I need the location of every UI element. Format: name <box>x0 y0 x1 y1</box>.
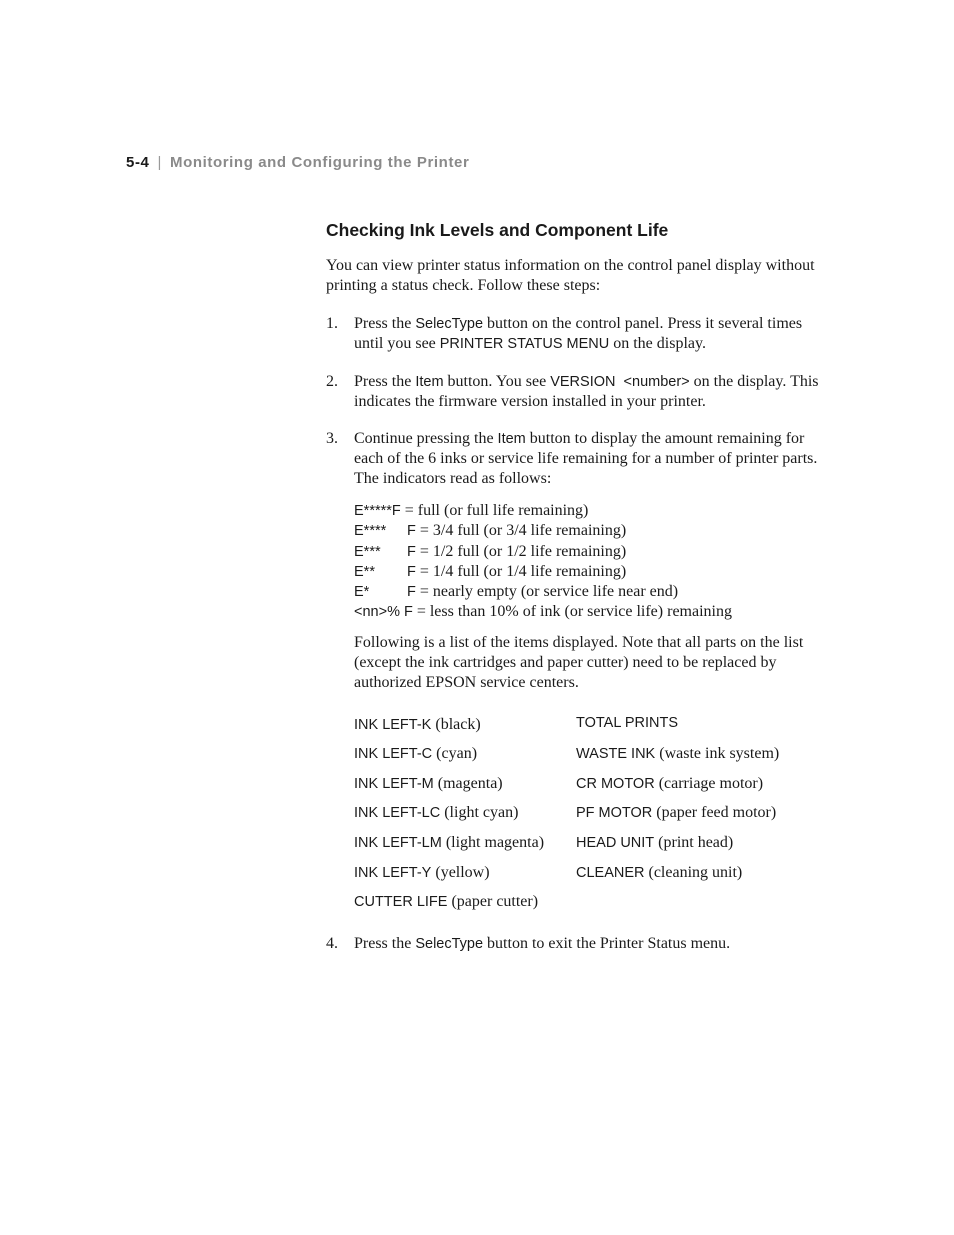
item-entry <box>576 833 733 853</box>
item-code: INK LEFT-LM <box>354 835 442 851</box>
item-code: INK LEFT-C <box>354 746 433 762</box>
intro-line: printing a status check. Follow these steps: <box>326 277 601 294</box>
indicator-f: F <box>407 584 416 600</box>
indicator-row <box>354 602 732 622</box>
step-text <box>354 314 829 354</box>
step-text-part: button on the control panel. Press it several times until you see <box>354 315 803 352</box>
item-desc: (cleaning unit) <box>644 864 743 881</box>
item-entry <box>354 803 518 823</box>
item-entry <box>576 744 779 764</box>
ui-term: VERSION <number> <box>550 374 690 390</box>
item-entry <box>354 892 538 912</box>
step-text-part: button. You see <box>443 373 551 390</box>
indicator-f: F <box>407 564 416 580</box>
ui-term: SelecType <box>415 936 484 952</box>
item-desc: (black) <box>431 716 481 733</box>
item-desc: (yellow) <box>431 864 490 881</box>
indicator-row <box>354 542 626 562</box>
step-number: 1. <box>326 315 338 332</box>
step-text-part: Press the <box>354 373 416 390</box>
item-code: CUTTER LIFE <box>354 894 448 910</box>
step-text-part: Press the <box>354 935 416 952</box>
indicator-desc: = 1/2 full (or 1/2 life remaining) <box>415 543 627 560</box>
ui-term: PRINTER STATUS MENU <box>439 336 610 352</box>
indicator-row <box>354 562 626 582</box>
indicator-desc: = 3/4 full (or 3/4 life remaining) <box>415 522 627 539</box>
item-entry <box>576 863 742 883</box>
item-code: INK LEFT-M <box>354 776 434 792</box>
item-code: TOTAL PRINTS <box>576 715 679 731</box>
header-separator: | <box>157 154 162 171</box>
item-desc: (waste ink system) <box>655 745 780 762</box>
indicator-row <box>354 521 626 541</box>
item-code: HEAD UNIT <box>576 835 655 851</box>
intro-line: You can view printer status information on the control panel display without <box>326 257 815 274</box>
indicator-code: E*** <box>354 544 381 560</box>
item-desc: (paper feed motor) <box>652 804 777 821</box>
item-desc: (paper cutter) <box>447 893 539 910</box>
item-entry <box>576 713 678 733</box>
item-code: PF MOTOR <box>576 805 653 821</box>
indicator-desc: = 1/4 full (or 1/4 life remaining) <box>415 563 627 580</box>
item-entry <box>354 744 477 764</box>
ui-term: Item <box>497 431 526 447</box>
indicator-code: E* <box>354 584 370 600</box>
item-code: INK LEFT-K <box>354 717 432 733</box>
indicator-row <box>354 501 588 521</box>
step-text-part: on the display. This indicates the firmware version installed in your printer. <box>354 373 819 410</box>
item-desc: (print head) <box>654 834 734 851</box>
step-text-part: Continue pressing the <box>354 430 498 447</box>
indicator-desc: = less than 10% of ink (or service life) remaining <box>412 603 732 620</box>
item-desc: (light cyan) <box>440 804 519 821</box>
item-entry <box>576 803 776 823</box>
indicator-f: F <box>391 503 401 519</box>
indicator-desc: = full (or full life remaining) <box>400 502 589 519</box>
step-text-part: button to exit the Printer Status menu. <box>483 935 731 952</box>
step-text <box>354 429 832 489</box>
item-desc: (magenta) <box>433 775 503 792</box>
ui-term: Item <box>415 374 444 390</box>
indicator-row <box>354 582 678 602</box>
indicator-f: F <box>403 604 413 620</box>
items-intro-paragraph <box>354 633 803 693</box>
step-text-part: on the display. <box>609 335 706 352</box>
paragraph-line: authorized EPSON service centers. <box>354 674 579 691</box>
indicator-code: <nn>% <box>354 604 400 620</box>
item-desc: (light magenta) <box>441 834 545 851</box>
item-entry <box>354 863 490 883</box>
ui-term: SelecType <box>415 316 484 332</box>
step-number: 4. <box>326 935 338 952</box>
item-entry <box>354 833 544 853</box>
indicator-code: E***** <box>354 503 392 519</box>
step-number: 2. <box>326 373 338 390</box>
step-text <box>354 934 834 954</box>
indicator-desc: = nearly empty (or service life near end) <box>415 583 679 600</box>
step-text-part: Press the <box>354 315 416 332</box>
item-entry <box>576 774 763 794</box>
indicator-f: F <box>407 523 416 539</box>
item-code: CR MOTOR <box>576 776 655 792</box>
step-text-part: button to display the amount remaining for each of the 6 inks or service life remaining for a number of printer parts. The indicators read as follows: <box>354 430 818 487</box>
item-code: INK LEFT-Y <box>354 865 432 881</box>
intro-paragraph <box>326 256 815 296</box>
indicator-code: E**** <box>354 523 387 539</box>
page-number: 5-4 <box>126 154 150 171</box>
paragraph-line: Following is a list of the items displayed. Note that all parts on the list <box>354 634 804 651</box>
paragraph-line: (except the ink cartridges and paper cutter) need to be replaced by <box>354 654 777 671</box>
item-entry <box>354 715 481 735</box>
item-code: CLEANER <box>576 865 645 881</box>
chapter-title: Monitoring and Configuring the Printer <box>169 154 470 171</box>
indicator-f: F <box>407 544 416 560</box>
item-code: WASTE INK <box>576 746 656 762</box>
step-text <box>354 372 824 412</box>
item-desc: (cyan) <box>432 745 478 762</box>
item-code: INK LEFT-LC <box>354 805 441 821</box>
indicator-code: E** <box>354 564 375 580</box>
section-heading: Checking Ink Levels and Component Life <box>326 220 669 240</box>
running-head <box>126 154 469 171</box>
step-number: 3. <box>326 430 338 447</box>
item-entry <box>354 774 503 794</box>
item-desc: (carriage motor) <box>654 775 764 792</box>
